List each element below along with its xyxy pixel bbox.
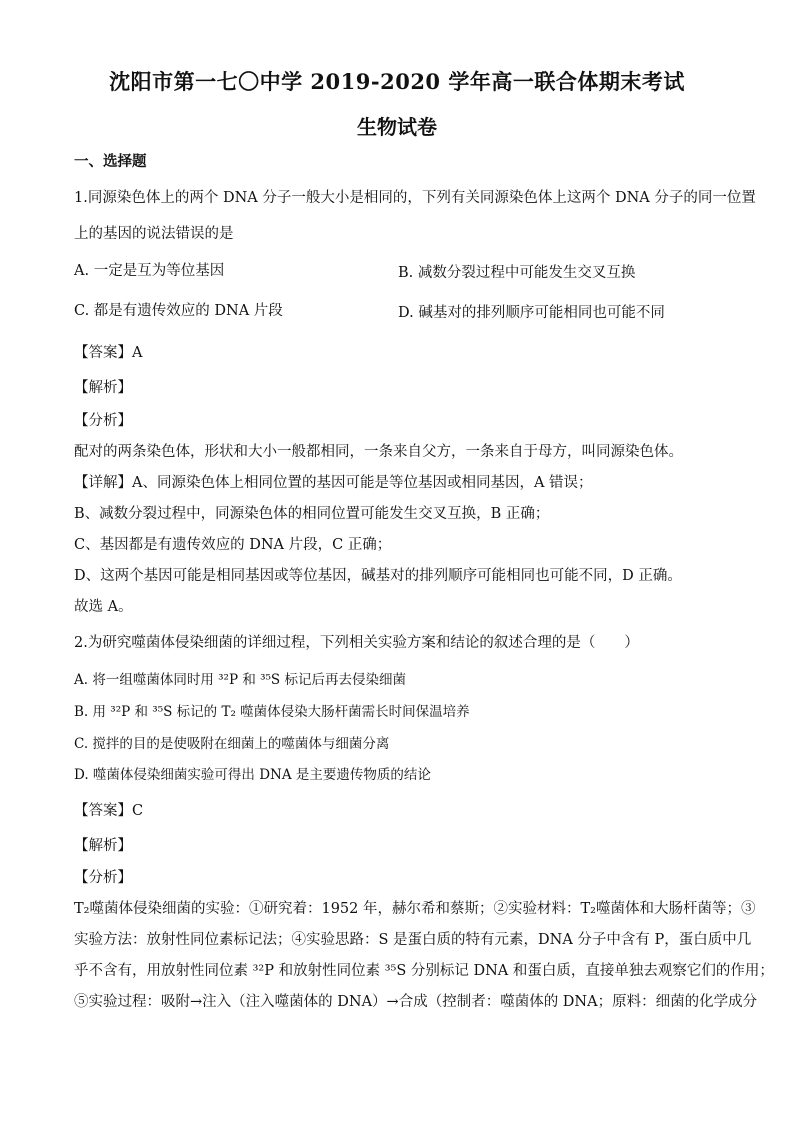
q2-analysis-line3: 乎不含有，用放射性同位素 ³²P 和放射性同位素 ³⁵S 分别标记 DNA 和蛋白质，直接单独去观察它们的作用； — [74, 963, 774, 979]
q2-analysis-line4: ⑤实验过程：吸附→注入（注入噬菌体的 DNA）→合成（控制者：噬菌体的 DNA；原料：细菌的化学成分 — [74, 994, 758, 1010]
q1-analysis: 配对的两条染色体，形状和大小一般都相同，一条来自父方，一条来自于母方，叫同源染色体。 — [74, 444, 683, 460]
q1-stem-line1: 1.同源染色体上的两个 DNA 分子一般大小是相同的，下列有关同源染色体上这两个 DNA 分子的同一位置 — [74, 190, 756, 206]
q1-detail-a: 【详解】A、同源染色体上相同位置的基因可能是等位基因或相同基因，A 错误； — [74, 475, 593, 491]
q1-conclusion: 故选 A。 — [74, 599, 133, 615]
q1-jiexi-label: 【解析】 — [74, 380, 132, 396]
q1-option-c: C. 都是有遗传效应的 DNA 片段 — [74, 303, 283, 319]
q2-option-b: B. 用 ³²P 和 ³⁵S 标记的 T₂ 噬菌体侵染大肠杆菌需长时间保温培养 — [74, 704, 470, 720]
exam-subtitle: 生物试卷 — [357, 115, 437, 139]
q2-fenxi-label: 【分析】 — [74, 870, 132, 886]
q2-analysis-line1: T₂噬菌体侵染细菌的实验：①研究着：1952 年，赫尔希和蔡斯；②实验材料：T₂噬菌体和大肠杆菌等；③ — [74, 901, 756, 917]
q1-answer: 【答案】A — [74, 345, 143, 361]
q2-answer: 【答案】C — [74, 803, 144, 819]
q2-stem: 2.为研究噬菌体侵染细菌的详细过程，下列相关实验方案和结论的叙述合理的是（ ） — [74, 635, 639, 651]
q1-detail-c: C、基因都是有遗传效应的 DNA 片段，C 正确； — [74, 537, 392, 553]
q2-jiexi-label: 【解析】 — [74, 838, 132, 854]
q1-detail-b: B、减数分裂过程中，同源染色体的相同位置可能发生交叉互换，B 正确； — [74, 506, 550, 522]
q1-fenxi-label: 【分析】 — [74, 413, 132, 429]
section-heading: 一、选择题 — [74, 153, 147, 170]
q2-option-c: C. 搅拌的目的是使吸附在细菌上的噬菌体与细菌分离 — [74, 736, 390, 752]
q1-detail-d: D、这两个基因可能是相同基因或等位基因，碱基对的排列顺序可能相同也可能不同，D 正确。 — [74, 568, 682, 584]
q1-option-a: A. 一定是互为等位基因 — [74, 263, 225, 279]
q2-option-a: A. 将一组噬菌体同时用 ³²P 和 ³⁵S 标记后再去侵染细菌 — [74, 672, 406, 688]
q1-option-d: D. 碱基对的排列顺序可能相同也可能不同 — [398, 305, 665, 321]
q2-option-d: D. 噬菌体侵染细菌实验可得出 DNA 是主要遗传物质的结论 — [74, 767, 431, 783]
q2-analysis-line2: 实验方法：放射性同位素标记法；④实验思路：S 是蛋白质的特有元素，DNA 分子中含有 P，蛋白质中几 — [74, 932, 752, 948]
q1-option-b: B. 减数分裂过程中可能发生交叉互换 — [398, 265, 636, 281]
q1-stem-line2: 上的基因的说法错误的是 — [74, 226, 234, 242]
exam-title: 沈阳市第一七〇中学 2019-2020 学年高一联合体期末考试 — [109, 69, 685, 94]
